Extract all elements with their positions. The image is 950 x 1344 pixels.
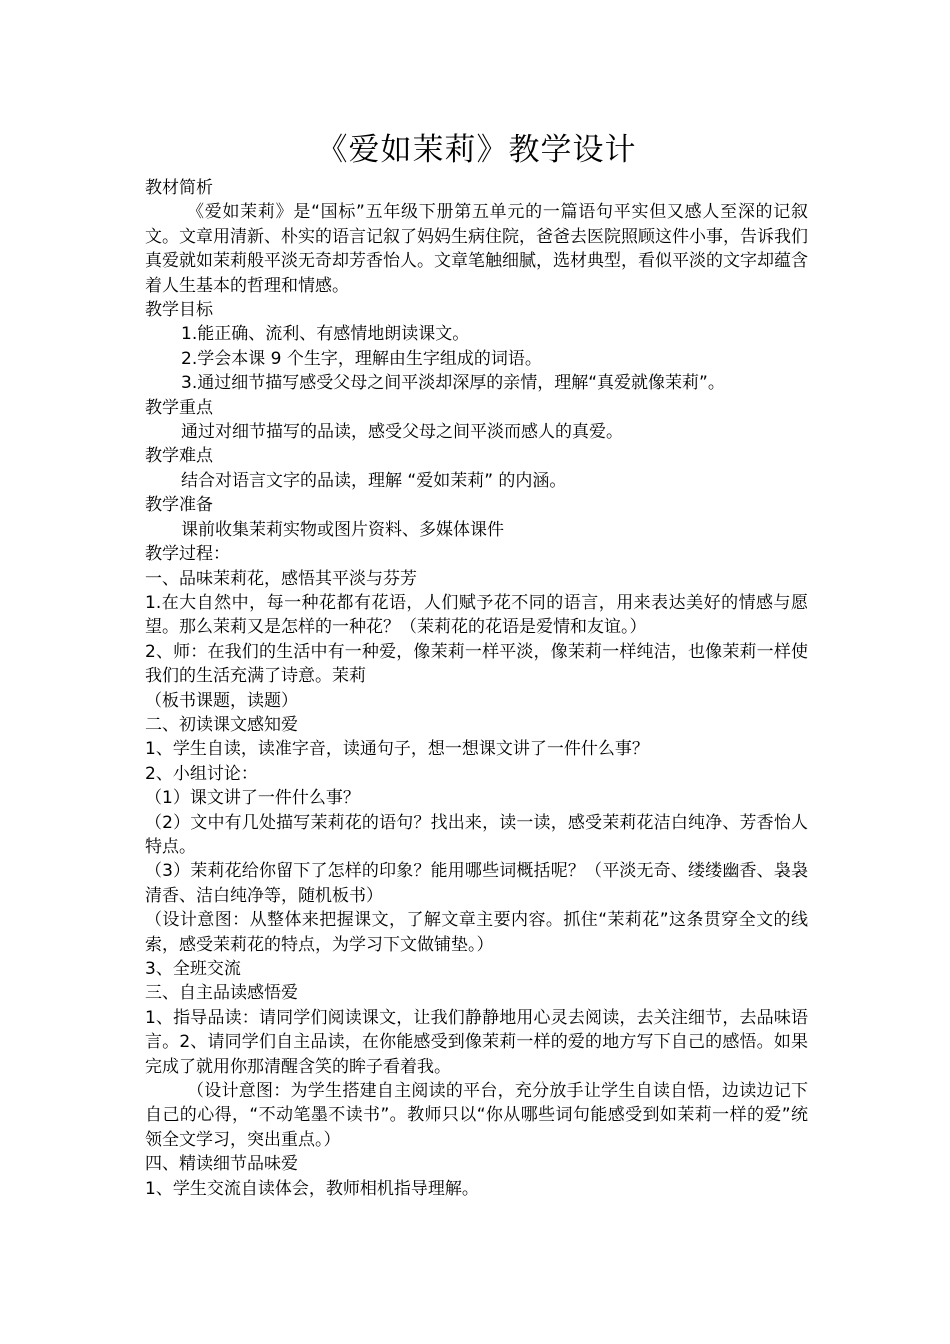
goal-item-1: 1.能正确、流利、有感情地朗读课文。 [181, 324, 470, 345]
part2-question-1: （1）课文讲了一件什么事？ [145, 788, 360, 809]
part2-heading: 二、初读课文感知爱 [145, 714, 298, 735]
part3-heading: 三、自主品读感悟爱 [145, 983, 298, 1004]
part1-note: （板书课题，读题） [145, 690, 298, 711]
preparation-heading: 教学准备 [145, 495, 213, 516]
part3-design-note: （设计意图：为学生搭建自主阅读的平台，充分放手让学生自读自悟，边读边记下自己的心得，“不动笔墨不读书”。教师只以“你从哪些词句能感受到如茉莉一样的爱”统领全文学习，突出重点。） [145, 1081, 808, 1150]
part1-heading: 一、品味茉莉花，感悟其平淡与芬芳 [145, 568, 417, 589]
key-points-heading: 教学重点 [145, 397, 213, 418]
analysis-heading: 教材简析 [145, 178, 213, 198]
part1-item-1: 1.在大自然中，每一种花都有花语，人们赋予花不同的语言，用来表达美好的情感与愿望。那么茉莉又是怎样的一种花？（茉莉花的花语是爱情和友谊。） [145, 592, 808, 638]
part2-item-3: 3、全班交流 [145, 959, 241, 979]
goal-item-2: 2.学会本课 9 个生字，理解由生字组成的词语。 [181, 348, 542, 369]
part4-item-1: 1、学生交流自读体会，教师相机指导理解。 [145, 1178, 479, 1199]
key-points-text: 通过对细节描写的品读，感受父母之间平淡而感人的真爱。 [181, 422, 623, 443]
part2-design-note: （设计意图：从整体来把握课文，了解文章主要内容。抓住“茉莉花”这条贯穿全文的线索，感受茉莉花的特点，为学习下文做铺垫。） [145, 910, 808, 955]
part2-question-2: （2）文中有几处描写茉莉花的语句？找出来，读一读，感受茉莉花洁白纯净、芳香怡人特点。 [145, 812, 808, 857]
goal-item-3: 3.通过细节描写感受父母之间平淡却深厚的亲情，理解“真爱就像茉莉”。 [181, 373, 725, 394]
part3-item: 1、指导品读：请同学们阅读课文，让我们静静地用心灵去阅读，去关注细节，去品味语言。2、请同学们自主品读，在你能感受到像茉莉一样的爱的地方写下自己的感悟。如果完成了就用你那清醒含笑的眸子看着我。 [145, 1007, 808, 1077]
part1-item-2: 2、师：在我们的生活中有一种爱，像茉莉一样平淡，像茉莉一样纯洁，也像茉莉一样使我们的生活充满了诗意。茉莉 [145, 641, 808, 687]
preparation-text: 课前收集茉莉实物或图片资料、多媒体课件 [181, 519, 504, 540]
part4-heading: 四、精读细节品味爱 [145, 1154, 298, 1175]
difficulty-heading: 教学难点 [145, 446, 213, 467]
difficulty-text: 结合对语言文字的品读，理解 “爱如茉莉” 的内涵。 [181, 470, 567, 491]
document-page [145, 130, 808, 1201]
goals-heading: 教学目标 [145, 300, 213, 321]
analysis-paragraph: 《爱如茉莉》是“国标”五年级下册第五单元的一篇语句平实但又感人至深的记叙文。文章用清新、朴实的语言记叙了妈妈生病住院，爸爸去医院照顾这件小事，告诉我们真爱就如茉莉般平淡无奇却芳香怡人。文章笔触细腻，选材典型，看似平淡的文字却蕴含着人生基本的哲理和情感。 [145, 202, 808, 296]
document-title: 《爱如茉莉》教学设计 [316, 132, 637, 168]
process-heading: 教学过程： [145, 544, 230, 565]
part2-item-2: 2、小组讨论： [145, 763, 258, 784]
part2-item-1: 1、学生自读，读准字音，读通句子，想一想课文讲了一件什么事？ [145, 739, 649, 760]
part2-question-3: （3）茉莉花给你留下了怎样的印象？能用哪些词概括呢？（平淡无奇、缕缕幽香、袅袅清香、洁白纯净等，随机板书） [145, 861, 808, 906]
